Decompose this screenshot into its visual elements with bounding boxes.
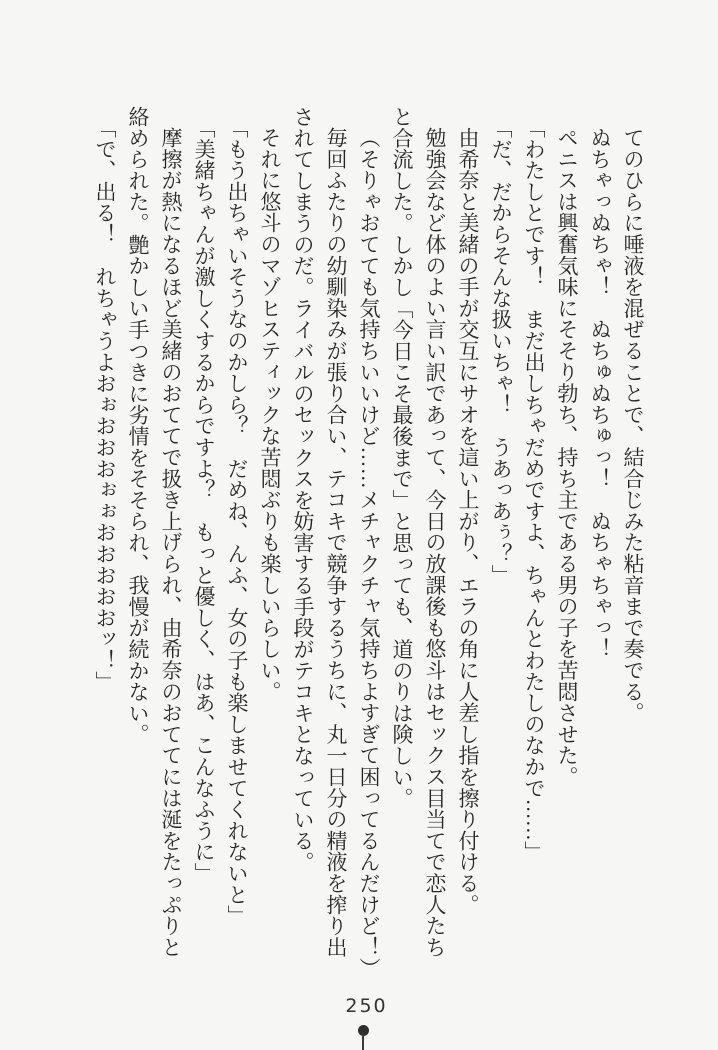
text-column: 勉強会など体のよい言い訳であって、今日の放課後も悠斗はセックス目当てで恋人たち: [423, 127, 447, 958]
text-column: 毎回ふたりの幼馴染みが張り合い、テコキで競争するうちに、丸一日分の精液を搾り出: [324, 127, 348, 958]
text-column: ぬちゃっぬちゃ！ ぬちゅぬちゅっ！ ぬちゃちゃっ！: [588, 127, 612, 660]
text-block: [88, 106, 649, 979]
text-column: 「美緒ちゃんが激しくするからですよ？ もっと優しく、はあ、こんなふうに」: [192, 116, 216, 884]
text-column: 「だ、だからそんな扱いちゃ！ うあっあぅ？」: [489, 116, 513, 586]
text-column: 「わたしとです！ まだ出しちゃだめですよ、ちゃんとわたしのなかで……」: [522, 116, 546, 862]
pin-stem: [362, 1033, 364, 1050]
text-column: 摩擦が熱になるほど美緒のおててで扱き上げられ、由希奈のおててには涎をたっぷりと: [159, 127, 183, 958]
text-column: 「もう出ちゃいそうなのかしら？ だめね、んふ、女の子も楽しませてくれないと」: [225, 116, 249, 926]
text-column: と合流した。しかし「今日こそ最後まで」と思っても、道のりは険しい。: [390, 106, 414, 809]
text-column: それに悠斗のマゾヒスティックな苦悶ぶりも楽しいらしい。: [258, 127, 282, 703]
text-column: 絡められた。艶かしい手つきに劣情をそそられ、我慢が続かない。: [126, 106, 150, 745]
text-column: 由希奈と美緒の手が交互にサオを這い上がり、エラの角に人差し指を擦り付ける。: [456, 127, 480, 916]
text-column: てのひらに唾液を混ぜることで、結合じみた粘音まで奏でる。: [621, 127, 645, 724]
text-column: 「で、出る！ れちゃうよおぉおおおぉぉおおおおおッ！」: [93, 116, 117, 692]
text-column: されてしまうのだ。ライバルのセックスを妨害する手段がテコキとなっている。: [291, 106, 315, 873]
text-column: ペニスは興奮気味にそそり勃ち、持ち主である男の子を苦悶させた。: [555, 127, 579, 788]
text-column: （そりゃおてても気持ちいいけど……メチャクチャ気持ちよすぎて困ってるんだけど！）: [357, 127, 381, 979]
page-number: 250: [345, 995, 388, 1017]
